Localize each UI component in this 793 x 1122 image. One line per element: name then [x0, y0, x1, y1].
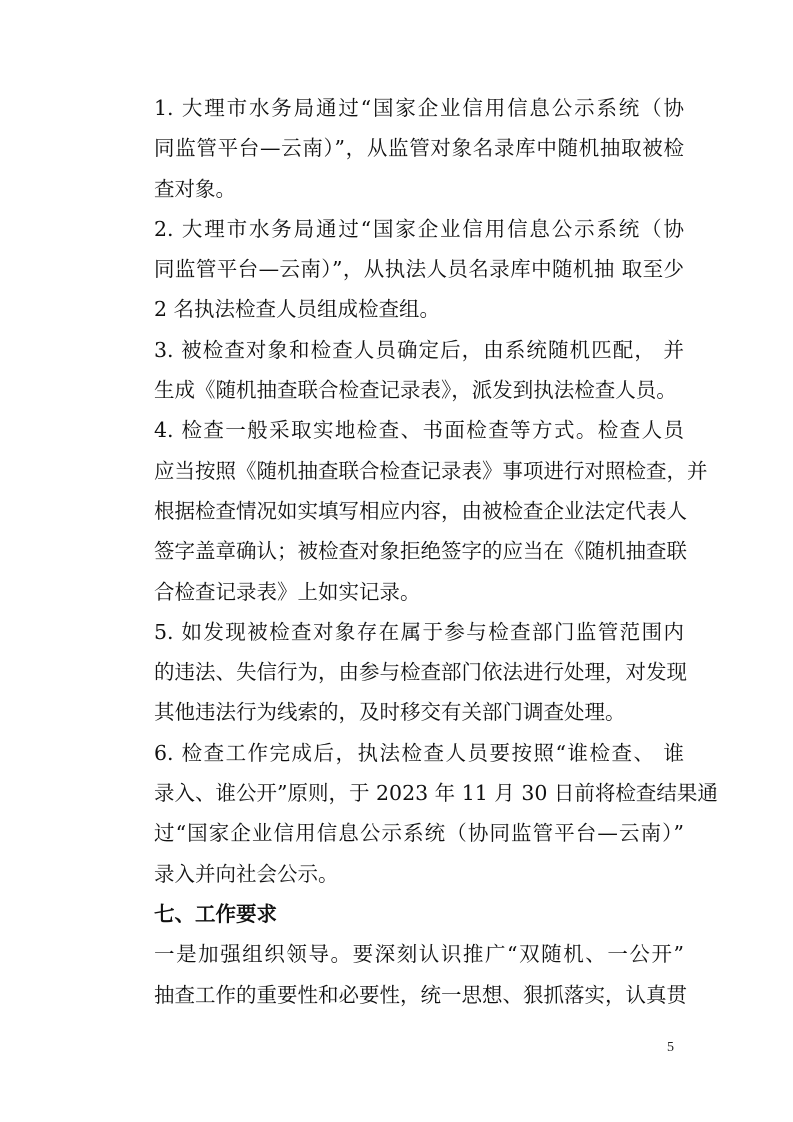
- paragraph-final: [113, 934, 687, 1015]
- paragraph-3: [113, 330, 684, 411]
- paragraph-1: [113, 88, 684, 209]
- text-line: 2. 大理市水务局通过“国家企业信用信息公示系统（协: [154, 216, 684, 241]
- text-line: 生成《随机抽查联合检查记录表》，派发到执法检查人员。: [154, 378, 677, 403]
- text-line: 1. 大理市水务局通过“国家企业信用信息公示系统（协: [154, 96, 684, 120]
- paragraph-6: [113, 733, 718, 894]
- text-line: 签字盖章确认；被检查对象拒绝签字的应当在《随机抽查联: [154, 539, 687, 564]
- paragraph-5: [113, 612, 687, 733]
- text-line: 4. 检查一般采取实地检查、书面检查等方式。检查人员: [154, 418, 684, 443]
- text-line: 5. 如发现被检查对象存在属于参与检查部门监管范围内: [154, 619, 684, 644]
- paragraph-2: [113, 209, 684, 330]
- text-line: 合检查记录表》上如实记录。: [154, 579, 421, 604]
- page-body: [113, 88, 718, 1015]
- text-line: 录入、谁公开”原则，于 2023 年 11 月 30 日前将检查结果通: [154, 781, 718, 806]
- text-line: 其他违法行为线索的，及时移交有关部门调查处理。: [154, 700, 626, 725]
- paragraph-4: [113, 410, 708, 611]
- text-line: 查对象。: [154, 176, 236, 201]
- text-line: 同监管平台—云南）”，从执法人员名录库中随机抽 取至少: [154, 257, 684, 282]
- text-line: 一是加强组织领导。要深刻认识推广“双随机、一公开”: [154, 942, 684, 967]
- page-number: 5: [667, 1040, 674, 1055]
- text-line: 过“国家企业信用信息公示系统（协同监管平台—云南）”: [154, 821, 684, 846]
- text-line: 2 名执法检查人员组成检查组。: [154, 297, 441, 322]
- text-line: 的违法、失信行为，由参与检查部门依法进行处理，对发现: [154, 660, 687, 685]
- text-line: 同监管平台—云南）”，从监管对象名录库中随机抽取被检: [154, 136, 684, 161]
- text-line: 应当按照《随机抽查联合检查记录表》事项进行对照检查，并: [154, 458, 708, 483]
- text-line: 6. 检查工作完成后，执法检查人员要按照“谁检查、 谁: [154, 740, 684, 765]
- text-line: 根据检查情况如实填写相应内容，由被检查企业法定代表人: [154, 498, 687, 523]
- text-line: 录入并向社会公示。: [154, 861, 339, 886]
- text-line: 抽查工作的重要性和必要性，统一思想、狠抓落实，认真贯: [154, 982, 687, 1007]
- text-line: 3. 被检查对象和检查人员确定后，由系统随机匹配， 并: [154, 337, 684, 362]
- section-heading: 七、工作要求: [154, 901, 277, 926]
